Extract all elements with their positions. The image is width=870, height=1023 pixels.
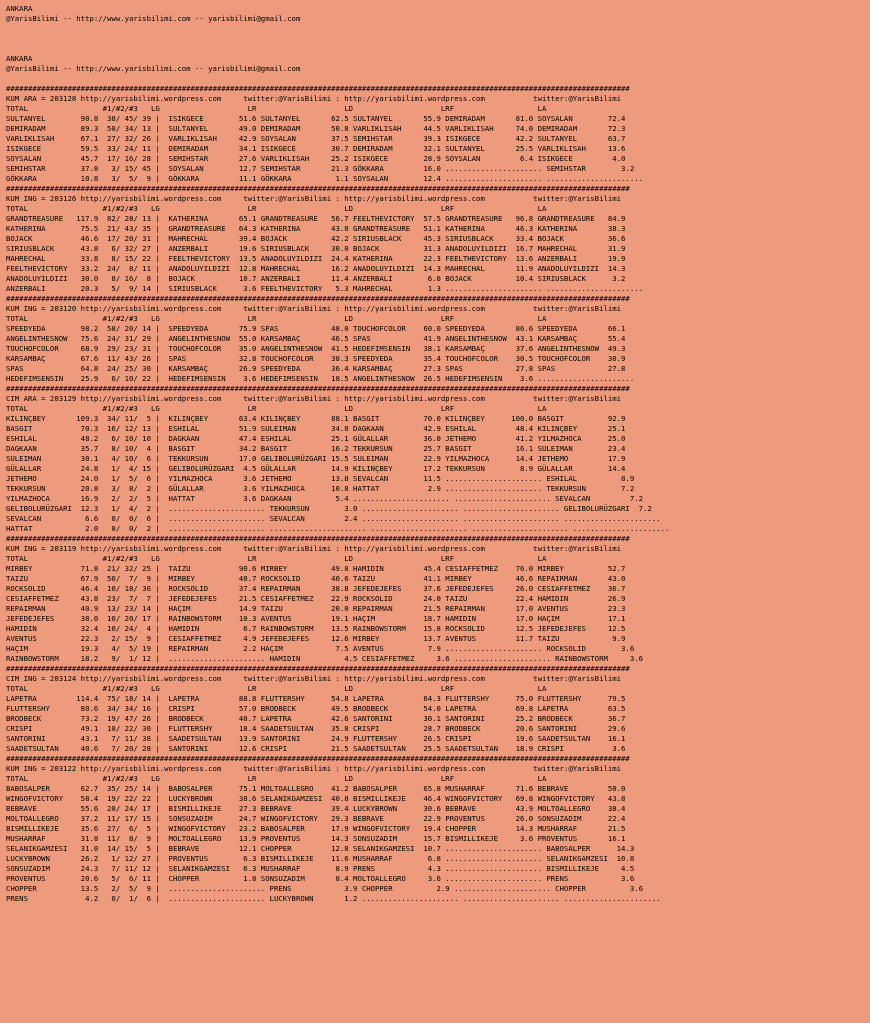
credit-line: @YarisBilimi -- http://www.yarisbilimi.com -- yarisbilimi@gmail.com (6, 14, 301, 23)
race-header: CIM ARA = 203129 http://yarisbilimi.wordpress.com twitter:@YarisBilimi : http://yarisbilimi.wordpress.com twitter:@YarisBilimi (6, 394, 622, 403)
race-row: GÖKKARA 10.8 3/ 5/ 9 | GÖKKARA 11.1 GÖKKARA 1.1 SOYSALAN 12.4 ...................... ...................... (6, 174, 643, 183)
column-header: TOTAL #1/#2/#3 LG LR LD LRF LA (6, 684, 547, 693)
report-body (6, 84, 870, 904)
race-row: BASGIT 70.3 16/ 12/ 13 | ESHILAL 51.9 SULEIMAN 34.0 DAGKAAN 42.9 ESHILAL 48.4 KILINÇBEY 25.1 (6, 424, 626, 433)
race-row: RAINBOWSTORM 18.2 9/ 1/ 12 | ...................... HAMIDIN 4.5 CESIAFFETMEZ 3.6 ...................... RAINBOWSTORM 3.6 (6, 654, 643, 663)
race-row: KARSAMBAÇ 67.6 11/ 43/ 26 | SPAS 32.8 TOUCHOFCOLOR 38.3 SPEEDYEDA 35.4 TOUCHOFCOLOR 30.5 TOUCHOFCOLOR 30.9 (6, 354, 626, 363)
race-header: KUM ING = 203126 http://yarisbilimi.wordpress.com twitter:@YarisBilimi : http://yarisbilimi.wordpress.com twitter:@YarisBilimi (6, 194, 622, 203)
race-row: CRISPI 49.1 10/ 22/ 30 | FLUTTERSHY 18.4 SAADETSULTAN 35.8 CRISPI 28.7 BRODBECK 20.6 SANTORINI 29.6 (6, 724, 626, 733)
race-row: SULEIMAN 30.1 4/ 10/ 6 | TEKKURSUN 17.0 GELIBOLURÜZGARI 15.5 SULEIMAN 22.9 YILMAZHOCA 14.4 JETHEMO 17.9 (6, 454, 626, 463)
race-header: KUM ING = 203119 http://yarisbilimi.wordpress.com twitter:@YarisBilimi : http://yarisbilimi.wordpress.com twitter:@YarisBilimi (6, 544, 622, 553)
race-row: CESIAFFETMEZ 43.8 23/ 7/ 7 | JEFEDEJEFES 21.5 CESIAFFETMEZ 22.9 ROCKSOLID 24.0 TAIZU 22.4 HAMIDIN 26.9 (6, 594, 626, 603)
race-row: MAHRECHAL 33.8 8/ 15/ 22 | FEELTHEVICTORY 13.5 ANADOLUYILDIZI 24.4 KATHERINA 22.3 FEELTHEVICTORY 13.6 ANZERBALI 19.9 (6, 254, 626, 263)
column-header: TOTAL #1/#2/#3 LG LR LD LRF LA (6, 314, 547, 323)
race-row: SEVALCAN 6.6 0/ 0/ 6 | ...................... SEVALCAN 2.4 ...................... ...................... ...................... (6, 514, 661, 523)
spacer (6, 34, 870, 44)
race-row: ISIKGECE 59.5 33/ 24/ 11 | DEMIRADAM 34.1 ISIKGECE 30.7 DEMIRADAM 32.1 SULTANYEL 25.5 VARLIKLISAH 13.6 (6, 144, 626, 153)
section-separator: ############################################################################################################################################## (6, 754, 630, 763)
race-row: BRODBECK 73.2 19/ 47/ 26 | BRODBECK 40.7 LAPETRA 42.6 SANTORINI 30.1 SANTORINI 25.2 BRODBECK 36.7 (6, 714, 626, 723)
city-title: ANKARA (6, 4, 33, 13)
race-row: SPAS 64.8 24/ 25/ 30 | KARSAMBAÇ 26.9 SPEEDYEDA 36.4 KARSAMBAÇ 27.3 SPAS 27.8 SPAS 27.8 (6, 364, 626, 373)
race-row: KATHERINA 75.5 21/ 43/ 35 | GRANDTREASURE 64.3 KATHERINA 43.0 GRANDTREASURE 51.1 KATHERINA 46.3 KATHERINA 38.3 (6, 224, 626, 233)
section-separator: ############################################################################################################################################## (6, 384, 630, 393)
section-separator: ############################################################################################################################################## (6, 184, 630, 193)
race-row: MOLTOALLEGRO 37.2 11/ 17/ 15 | SONSUZADIM 24.7 WINGOFVICTORY 29.3 BEBRAVE 22.9 PROVENTUS 26.0 SONSUZADIM 22.4 (6, 814, 626, 823)
column-header: TOTAL #1/#2/#3 LG LR LD LRF LA (6, 204, 547, 213)
race-row: FEELTHEVICTORY 33.2 24/ 8/ 11 | ANADOLUYILDIZI 12.8 MAHRECHAL 16.2 ANADOLUYILDIZI 14.3 MAHRECHAL 11.9 ANADOLUYILDIZI 14.3 (6, 264, 626, 273)
race-row: JETHEMO 24.0 1/ 5/ 6 | YILMAZHOCA 3.6 JETHEMO 13.8 SEVALCAN 11.5 ...................... ESHILAL 8.9 (6, 474, 635, 483)
race-row: SPEEDYEDA 98.2 58/ 20/ 14 | SPEEDYEDA 75.9 SPAS 48.0 TOUCHOFCOLOR 60.0 SPEEDYEDA 86.6 SPEEDYEDA 66.1 (6, 324, 626, 333)
section-separator: ############################################################################################################################################## (6, 664, 630, 673)
race-row: SEMIHSTAR 37.8 3/ 15/ 45 | SOYSALAN 12.7 SEMIHSTAR 21.3 GÖKKARA 16.0 ...................... SEMIHSTAR 3.2 (6, 164, 635, 173)
column-header: TOTAL #1/#2/#3 LG LR LD LRF LA (6, 104, 547, 113)
column-header: TOTAL #1/#2/#3 LG LR LD LRF LA (6, 774, 547, 783)
race-row: TAIZU 67.9 50/ 7/ 9 | MIRBEY 40.7 ROCKSOLID 40.6 TAIZU 41.1 MIRBEY 46.6 REPAIRMAN 43.0 (6, 574, 626, 583)
spacer (6, 24, 870, 34)
race-row: DAGKAAN 35.7 8/ 10/ 4 | BASGIT 34.2 BASGIT 16.2 TEKKURSUN 25.7 BASGIT 16.1 SULEIMAN 23.4 (6, 444, 626, 453)
race-row: ROCKSOLID 46.4 10/ 18/ 36 | ROCKSOLID 37.4 REPAIRMAN 38.8 JEFEDEJEFES 37.6 JEFEDEJEFES 26.0 CESIAFFETMEZ 36.7 (6, 584, 626, 593)
race-row: BABOSALPER 62.7 35/ 25/ 14 | BABOSALPER 75.1 MOLTOALLEGRO 41.2 BABOSALPER 65.8 MUSHARRAF 71.6 BEBRAVE 50.0 (6, 784, 626, 793)
race-row: REPAIRMAN 40.9 13/ 23/ 14 | HAÇIM 14.9 TAIZU 20.0 REPAIRMAN 21.5 REPAIRMAN 17.0 AVENTUS 23.3 (6, 604, 626, 613)
race-row: MUSHARRAF 31.8 11/ 8/ 9 | MOLTOALLEGRO 13.9 PROVENTUS 14.3 SONSUZADIM 15.7 BISMILLIKEJE 3.6 PROVENTUS 16.1 (6, 834, 626, 843)
race-row: HATTAT 2.0 0/ 0/ 2 | ...................... ...................... ...................... ...................... ...................... (6, 524, 670, 533)
race-row: SANTORINI 43.1 7/ 11/ 38 | SAADETSULTAN 13.9 SANTORINI 24.9 FLUTTERSHY 26.5 CRISPI 19.6 SAADETSULTAN 16.1 (6, 734, 626, 743)
race-row: AVENTUS 22.3 2/ 15/ 9 | CESIAFFETMEZ 4.9 JEFEDEJEFES 12.6 MIRBEY 13.7 AVENTUS 11.7 TAIZU 9.9 (6, 634, 626, 643)
race-row: FLUTTERSHY 80.6 34/ 34/ 16 | CRISPI 57.0 BRODBECK 49.5 BRODBECK 54.0 LAPETRA 69.8 LAPETRA 63.5 (6, 704, 626, 713)
race-row: SOYSALAN 45.7 17/ 16/ 28 | SEMIHSTAR 27.6 VARLIKLISAH 25.2 ISIKGECE 28.9 SOYSALAN 6.4 ISIKGECE 4.0 (6, 154, 626, 163)
race-row: SONSUZADIM 24.3 7/ 11/ 12 | SELANIKGAMZESI 6.3 MUSHARRAF 8.9 PRENS 4.3 ...................... BISMILLIKEJE 4.5 (6, 864, 635, 873)
race-row: PROVENTUS 20.6 5/ 6/ 11 | CHOPPER 1.8 SONSUZADIM 8.4 MOLTOALLEGRO 3.6 ...................... PRENS 3.6 (6, 874, 635, 883)
race-row: SAADETSULTAN 40.6 7/ 20/ 28 | SANTORINI 12.6 CRISPI 21.5 SAADETSULTAN 25.5 SAADETSULTAN 18.9 CRISPI 3.6 (6, 744, 626, 753)
city-title: ANKARA (6, 54, 33, 63)
race-header: KUM ARA = 203128 http://yarisbilimi.wordpress.com twitter:@YarisBilimi : http://yarisbilimi.wordpress.com twitter:@YarisBilimi (6, 94, 622, 103)
race-row: CHOPPER 13.5 2/ 5/ 9 | ...................... PRENS 3.9 CHOPPER 2.9 ...................... CHOPPER 3.6 (6, 884, 643, 893)
spacer (6, 44, 870, 54)
race-row: DEMIRADAM 89.3 50/ 34/ 13 | SULTANYEL 49.0 DEMIRADAM 50.8 VARLIKLISAH 44.5 VARLIKLISAH 74.0 DEMIRADAM 72.3 (6, 124, 626, 133)
race-row: BISMILLIKEJE 35.6 27/ 6/ 5 | WINGOFVICTORY 23.2 BABOSALPER 17.9 WINGOFVICTORY 19.4 CHOPPER 14.3 MUSHARRAF 21.5 (6, 824, 626, 833)
race-row: SIRIUSBLACK 43.8 6/ 32/ 27 | ANZERBALI 19.6 SIRIUSBLACK 30.0 BOJACK 31.3 ANADOLUYILDIZI 16.7 MAHRECHAL 31.9 (6, 244, 626, 253)
race-row: ESHILAL 48.2 6/ 10/ 10 | DAGKAAN 47.4 ESHILAL 25.1 GÜLALLAR 36.0 JETHEMO 41.2 YILMAZHOCA 25.0 (6, 434, 626, 443)
column-header: TOTAL #1/#2/#3 LG LR LD LRF LA (6, 554, 547, 563)
race-row: TOUCHOFCOLOR 68.9 29/ 23/ 31 | TOUCHOFCOLOR 35.0 ANGELINTHESNOW 41.5 HEDEFIMSENSIN 38.1 KARSAMBAÇ 37.6 ANGELINTHESNOW 49.3 (6, 344, 626, 353)
race-row: PRENS 4.2 0/ 1/ 6 | ...................... LUCKYBROWN 1.2 ...................... ...................... ...................... (6, 894, 661, 903)
race-row: YILMAZHOCA 16.9 2/ 2/ 5 | HATTAT 3.6 DAGKAAN 5.4 ...................... ...................... SEVALCAN 7.2 (6, 494, 643, 503)
race-row: WINGOFVICTORY 58.4 19/ 22/ 22 | LUCKYBROWN 38.6 SELANIKGAMZESI 40.8 BISMILLIKEJE 46.4 WINGOFVICTORY 69.8 WINGOFVICTORY 43.8 (6, 794, 626, 803)
race-row: VARLIKLISAH 67.1 27/ 32/ 26 | VARLIKLISAH 42.9 SOYSALAN 37.5 SEMIHSTAR 39.3 ISIKGECE 42.2 SULTANYEL 63.7 (6, 134, 626, 143)
race-row: BOJACK 46.6 17/ 20/ 31 | MAHRECHAL 39.4 BOJACK 42.2 SIRIUSBLACK 45.3 SIRIUSBLACK 33.4 BOJACK 36.6 (6, 234, 626, 243)
race-header: CIM ING = 203124 http://yarisbilimi.wordpress.com twitter:@YarisBilimi : http://yarisbilimi.wordpress.com twitter:@YarisBilimi (6, 674, 622, 683)
race-row: SULTANYEL 90.8 38/ 45/ 39 | ISIKGECE 51.6 SULTANYEL 62.5 SULTANYEL 55.9 DEMIRADAM 81.0 SOYSALAN 72.4 (6, 114, 626, 123)
race-row: ANZERBALI 20.3 5/ 9/ 14 | SIRIUSBLACK 3.6 FEELTHEVICTORY 5.3 MAHRECHAL 1.3 ...................... ...................... (6, 284, 643, 293)
race-header: KUM ING = 203120 http://yarisbilimi.wordpress.com twitter:@YarisBilimi : http://yarisbilimi.wordpress.com twitter:@YarisBilimi (6, 304, 622, 313)
column-header: TOTAL #1/#2/#3 LG LR LD LRF LA (6, 404, 547, 413)
race-row: MIRBEY 71.8 21/ 32/ 25 | TAIZU 90.6 MIRBEY 49.8 HAMIDIN 45.4 CESIAFFETMEZ 76.0 MIRBEY 52.7 (6, 564, 626, 573)
race-row: HAÇIM 19.3 4/ 5/ 19 | REPAIRMAN 2.2 HAÇIM 7.5 AVENTUS 7.9 ...................... ROCKSOLID 3.6 (6, 644, 635, 653)
race-row: TEKKURSUN 20.8 3/ 8/ 2 | GÜLALLAR 3.6 YILMAZHOCA 10.8 HATTAT 2.9 ...................... TEKKURSUN 7.2 (6, 484, 635, 493)
race-row: HAMIDIN 32.4 10/ 24/ 4 | HAMIDIN 6.7 RAINBOWSTORM 13.5 RAINBOWSTORM 15.8 ROCKSOLID 12.5 JEFEDEJEFES 12.5 (6, 624, 626, 633)
race-row: SELANIKGAMZESI 31.0 14/ 15/ 5 | BEBRAVE 12.1 CHOPPER 12.8 SELANIKGAMZESI 10.7 ...................... BABOSALPER 14.3 (6, 844, 635, 853)
section-separator: ############################################################################################################################################## (6, 84, 630, 93)
race-row: LUCKYBROWN 26.2 1/ 12/ 27 | PROVENTUS 6.3 BISMILLIKEJE 11.6 MUSHARRAF 6.8 ...................... SELANIKGAMZESI 10.8 (6, 854, 635, 863)
race-row: HEDEFIMSENSIN 25.9 6/ 10/ 22 | HEDEFIMSENSIN 3.6 HEDEFIMSENSIN 18.5 ANGELINTHESNOW 26.5 HEDEFIMSENSIN 3.6 ...................... (6, 374, 635, 383)
credit-line: @YarisBilimi -- http://www.yarisbilimi.com -- yarisbilimi@gmail.com (6, 64, 301, 73)
race-row: GELIBOLURÜZGARI 12.3 1/ 4/ 2 | ...................... TEKKURSUN 3.0 ...................... ...................... GELIBOLURÜZGARI 7.2 (6, 504, 652, 513)
race-header: KUM ING = 203122 http://yarisbilimi.wordpress.com twitter:@YarisBilimi : http://yarisbilimi.wordpress.com twitter:@YarisBilimi (6, 764, 622, 773)
section-separator: ############################################################################################################################################## (6, 294, 630, 303)
race-row: KILINÇBEY 109.3 34/ 11/ 5 | KILINÇBEY 63.4 KILINÇBEY 88.1 BASGIT 70.0 KILINÇBEY 100.0 BASGIT 92.9 (6, 414, 626, 423)
section-separator: ############################################################################################################################################## (6, 534, 630, 543)
race-row: ANGELINTHESNOW 75.6 24/ 31/ 29 | ANGELINTHESNOW 55.0 KARSAMBAÇ 46.5 SPAS 41.9 ANGELINTHESNOW 43.1 KARSAMBAÇ 55.4 (6, 334, 626, 343)
race-row: JEFEDEJEFES 38.0 10/ 20/ 17 | RAINBOWSTORM 10.3 AVENTUS 19.1 HAÇIM 18.7 HAMIDIN 17.0 HAÇIM 17.1 (6, 614, 626, 623)
race-row: BEBRAVE 55.6 20/ 24/ 17 | BISMILLIKEJE 27.3 BEBRAVE 39.4 LUCKYBROWN 30.6 BEBRAVE 43.9 MOLTOALLEGRO 38.4 (6, 804, 626, 813)
spacer (6, 74, 870, 84)
race-row: GRANDTREASURE 117.9 82/ 28/ 13 | KATHERINA 65.1 GRANDTREASURE 56.7 FEELTHEVICTORY 57.5 GRANDTREASURE 96.8 GRANDTREASURE 84.9 (6, 214, 626, 223)
race-row: ANADOLUYILDIZI 30.0 8/ 16/ 8 | BOJACK 10.7 ANZERBALI 11.4 ANZERBALI 6.0 BOJACK 10.4 SIRIUSBLACK 3.2 (6, 274, 626, 283)
race-row: GÜLALLAR 24.8 1/ 4/ 15 | GELIBOLURÜZGARI 4.5 GÜLALLAR 14.9 KILINÇBEY 17.2 TEKKURSUN 8.9 GÜLALLAR 14.4 (6, 464, 626, 473)
race-row: LAPETRA 114.4 75/ 18/ 14 | LAPETRA 88.8 FLUTTERSHY 54.8 LAPETRA 64.3 FLUTTERSHY 75.0 FLUTTERSHY 79.5 (6, 694, 626, 703)
